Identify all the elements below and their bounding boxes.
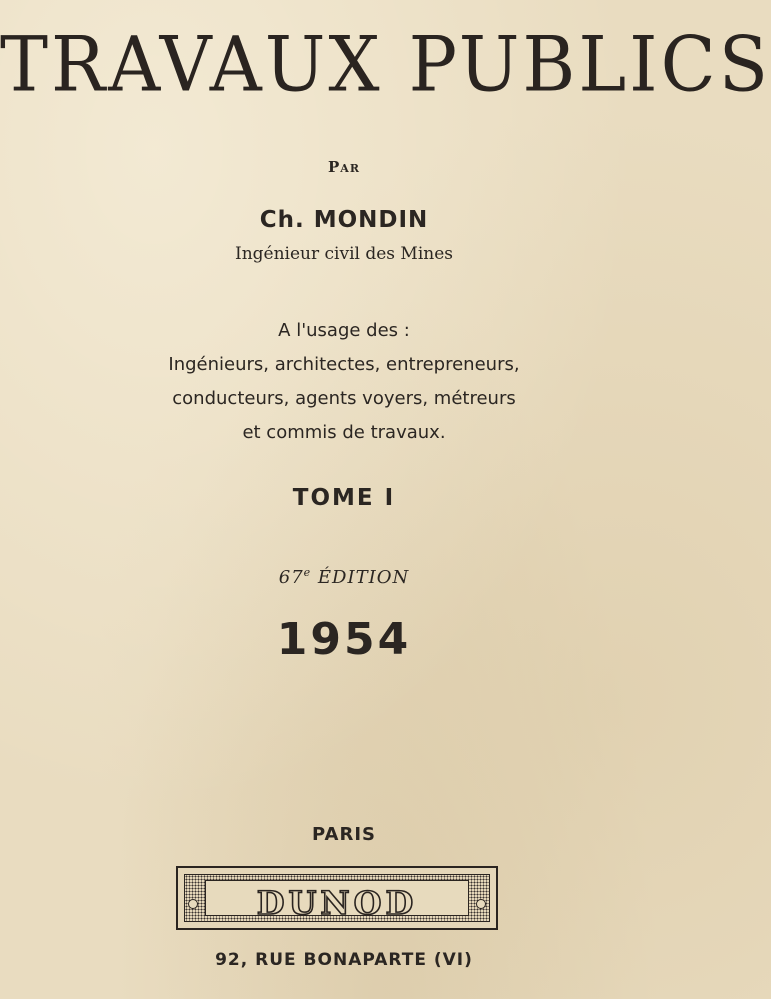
edition-label bbox=[0, 566, 688, 588]
audience-block bbox=[0, 314, 688, 450]
logo-rivet-left bbox=[188, 899, 198, 909]
publisher-city: PARIS bbox=[312, 824, 376, 845]
audience-line: Ingénieurs, architectes, entrepreneurs, bbox=[168, 354, 520, 375]
audience-line: conducteurs, agents voyers, métreurs bbox=[172, 388, 516, 409]
logo-dotted-frame bbox=[184, 874, 490, 922]
author-credential: Ingénieur civil des Mines bbox=[234, 244, 454, 264]
by-text: Par bbox=[328, 158, 360, 176]
logo-rivet-right bbox=[476, 899, 486, 909]
publisher-address: 92, RUE BONAPARTE (VI) bbox=[215, 950, 473, 970]
publisher-logo bbox=[176, 866, 498, 930]
edition-suffix: e bbox=[303, 566, 312, 579]
by-label bbox=[0, 158, 688, 176]
edition-word: ÉDITION bbox=[317, 567, 410, 588]
audience-line: et commis de travaux. bbox=[242, 422, 446, 443]
volume-label: TOME I bbox=[292, 485, 396, 511]
audience-line: A l'usage des : bbox=[278, 320, 410, 341]
edition-number: 67 bbox=[278, 567, 304, 588]
publication-year: 1954 bbox=[276, 614, 412, 665]
logo-plate bbox=[205, 880, 469, 922]
publisher-name: DUNOD bbox=[256, 884, 418, 922]
author-name: Ch. MONDIN bbox=[259, 207, 429, 233]
book-title: TRAVAUX PUBLICS bbox=[0, 19, 771, 109]
